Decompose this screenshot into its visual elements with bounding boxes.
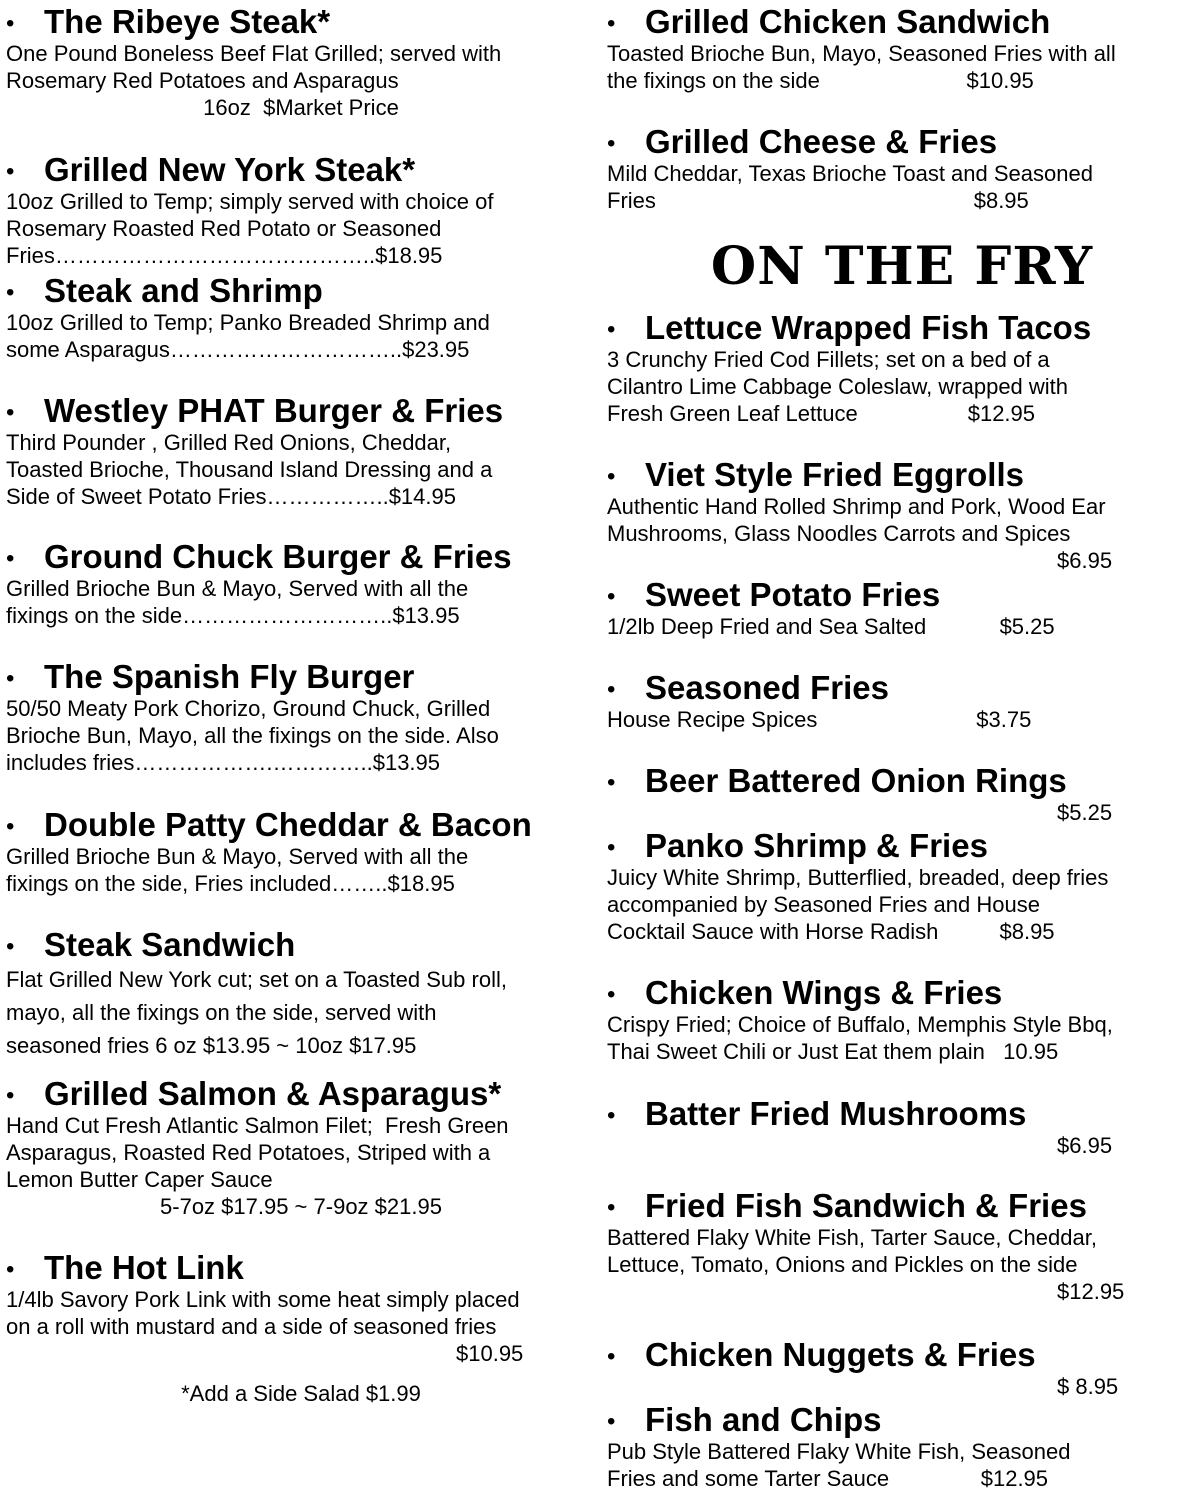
menu-item-price: 5-7oz $17.95 ~ 7-9oz $21.95 xyxy=(160,1194,442,1219)
menu-item-price: $6.95 xyxy=(1057,548,1113,573)
footnote: *Add a Side Salad $1.99 xyxy=(181,1381,421,1406)
menu-item xyxy=(6,1250,596,1367)
menu-item-title: • Grilled Salmon & Asparagus* xyxy=(6,1076,596,1112)
menu-item-title: • Chicken Wings & Fries xyxy=(607,975,1197,1011)
menu-item-description: 1/4lb Savory Pork Link with some heat simply placed xyxy=(6,1287,520,1312)
menu-item-description: 10oz Grilled to Temp; Panko Breaded Shrimp and xyxy=(6,310,490,335)
menu-item xyxy=(607,763,1197,826)
menu-item-title: • Grilled Chicken Sandwich xyxy=(607,4,1197,40)
menu-item xyxy=(6,152,596,269)
menu-item-price: 16oz $Market Price xyxy=(203,95,399,120)
menu-item-description: Rosemary Red Potatoes and Asparagus xyxy=(6,68,399,93)
menu-item-title: • Grilled Cheese & Fries xyxy=(607,124,1197,160)
menu-item-description: Authentic Hand Rolled Shrimp and Pork, Wood Ear xyxy=(607,494,1106,519)
menu-item-title: • Chicken Nuggets & Fries xyxy=(607,1337,1197,1373)
menu-item xyxy=(6,4,596,121)
menu-item-description: fixings on the side, Fries included……..$18.95 xyxy=(6,871,455,896)
menu-item-description: Brioche Bun, Mayo, all the fixings on the side. Also xyxy=(6,723,499,748)
menu-item-price: $10.95 xyxy=(456,1341,524,1366)
menu-item-title: • Panko Shrimp & Fries xyxy=(607,828,1197,864)
menu-item-description: Hand Cut Fresh Atlantic Salmon Filet; Fresh Green xyxy=(6,1113,509,1138)
menu-item xyxy=(6,273,596,363)
menu-item xyxy=(6,393,596,510)
menu-item-description: Cocktail Sauce with Horse Radish $8.95 xyxy=(607,919,1055,944)
menu-item-description: 10oz Grilled to Temp; simply served with choice of xyxy=(6,189,494,214)
menu-item xyxy=(607,577,1197,640)
menu-item-title: • Batter Fried Mushrooms xyxy=(607,1096,1197,1132)
menu-item-description: 50/50 Meaty Pork Chorizo, Ground Chuck, Grilled xyxy=(6,696,491,721)
menu-item-price: $12.95 xyxy=(1057,1279,1125,1304)
menu-item-description: Lemon Butter Caper Sauce xyxy=(6,1167,273,1192)
menu-item-description: Flat Grilled New York cut; set on a Toasted Sub roll, xyxy=(6,967,507,992)
menu-item-description: accompanied by Seasoned Fries and House xyxy=(607,892,1040,917)
menu-item-title: • Steak Sandwich xyxy=(6,927,596,963)
menu-item xyxy=(6,927,596,1062)
menu-item-description: Fries……………………………………..$18.95 xyxy=(6,243,443,268)
menu-item-description: Juicy White Shrimp, Butterflied, breaded, deep fries xyxy=(607,865,1109,890)
menu-item xyxy=(607,975,1197,1065)
menu-item xyxy=(607,124,1197,214)
menu-item-description: Grilled Brioche Bun & Mayo, Served with all the xyxy=(6,844,469,869)
menu-item-description: Mild Cheddar, Texas Brioche Toast and Seasoned xyxy=(607,161,1093,186)
menu-item-description: Toasted Brioche Bun, Mayo, Seasoned Fries with all xyxy=(607,41,1116,66)
menu-item xyxy=(607,457,1197,574)
menu-item-description: on a roll with mustard and a side of seasoned fries xyxy=(6,1314,497,1339)
menu-item-description: Fries $8.95 xyxy=(607,188,1029,213)
menu-item xyxy=(607,1188,1197,1305)
menu-item xyxy=(6,1076,596,1220)
menu-item-description: 1/2lb Deep Fried and Sea Salted $5.25 xyxy=(607,614,1055,639)
menu-item-title: • Viet Style Fried Eggrolls xyxy=(607,457,1197,493)
menu-item xyxy=(6,659,596,776)
menu-item-description: Grilled Brioche Bun & Mayo, Served with all the xyxy=(6,576,469,601)
menu-item xyxy=(607,4,1197,94)
menu-item-description: includes fries……………….…………..$13.95 xyxy=(6,750,441,775)
menu-item xyxy=(607,1402,1197,1492)
menu-item-description: Battered Flaky White Fish, Tarter Sauce, Cheddar, xyxy=(607,1225,1097,1250)
menu-item-description: mayo, all the fixings on the side, served with xyxy=(6,1000,437,1025)
menu-item-description: the fixings on the side $10.95 xyxy=(607,68,1034,93)
menu-item xyxy=(607,1337,1197,1400)
menu-item-title: • The Spanish Fly Burger xyxy=(6,659,596,695)
menu-item xyxy=(607,670,1197,733)
menu-item-description: Thai Sweet Chili or Just Eat them plain 10.95 xyxy=(607,1039,1059,1064)
menu-item-title: • Grilled New York Steak* xyxy=(6,152,596,188)
menu-item-description: fixings on the side………………………..$13.95 xyxy=(6,603,460,628)
menu-item-description: Third Pounder , Grilled Red Onions, Cheddar, xyxy=(6,430,452,455)
menu-item-title: • Fish and Chips xyxy=(607,1402,1197,1438)
menu-item-title: • The Hot Link xyxy=(6,1250,596,1286)
menu-item-description: Rosemary Roasted Red Potato or Seasoned xyxy=(6,216,442,241)
menu-item-title: • Steak and Shrimp xyxy=(6,273,596,309)
menu-item xyxy=(607,828,1197,945)
menu-item xyxy=(607,310,1197,427)
menu-item-title: • Fried Fish Sandwich & Fries xyxy=(607,1188,1197,1224)
menu-item-description: Pub Style Battered Flaky White Fish, Seasoned xyxy=(607,1439,1071,1464)
menu-item-title: • Seasoned Fries xyxy=(607,670,1197,706)
menu-item-description: House Recipe Spices $3.75 xyxy=(607,707,1032,732)
menu-item-title: • Ground Chuck Burger & Fries xyxy=(6,539,596,575)
section-heading: ON THE FRY xyxy=(710,236,1094,297)
menu-item-description: Lettuce, Tomato, Onions and Pickles on the side xyxy=(607,1252,1078,1277)
menu-item-description: Asparagus, Roasted Red Potatoes, Striped with a xyxy=(6,1140,491,1165)
menu-item-price: $ 8.95 xyxy=(1057,1374,1119,1399)
menu-item xyxy=(607,1096,1197,1159)
menu-item-title: • Lettuce Wrapped Fish Tacos xyxy=(607,310,1197,346)
menu-item-title: • Sweet Potato Fries xyxy=(607,577,1197,613)
menu-item-description: Toasted Brioche, Thousand Island Dressing and a xyxy=(6,457,493,482)
menu-item-description: seasoned fries 6 oz $13.95 ~ 10oz $17.95 xyxy=(6,1033,417,1058)
menu-item-description: Cilantro Lime Cabbage Coleslaw, wrapped with xyxy=(607,374,1069,399)
menu-item-description: Mushrooms, Glass Noodles Carrots and Spices xyxy=(607,521,1071,546)
menu-item-description: Fries and some Tarter Sauce $12.95 xyxy=(607,1466,1049,1491)
menu-item-title: • Beer Battered Onion Rings xyxy=(607,763,1197,799)
menu-item xyxy=(6,539,596,629)
menu-item-title: • The Ribeye Steak* xyxy=(6,4,596,40)
menu-item-price: $5.25 xyxy=(1057,800,1113,825)
menu-item-description: Side of Sweet Potato Fries……………..$14.95 xyxy=(6,484,456,509)
menu-item-description: 3 Crunchy Fried Cod Fillets; set on a bed of a xyxy=(607,347,1050,372)
menu-item-price: $6.95 xyxy=(1057,1133,1113,1158)
menu-item-title: • Double Patty Cheddar & Bacon xyxy=(6,807,596,843)
menu-item-description: Crispy Fried; Choice of Buffalo, Memphis Style Bbq, xyxy=(607,1012,1113,1037)
menu-item-description: Fresh Green Leaf Lettuce $12.95 xyxy=(607,401,1036,426)
menu-item-description: One Pound Boneless Beef Flat Grilled; served with xyxy=(6,41,502,66)
menu-item xyxy=(6,807,596,897)
menu-item-title: • Westley PHAT Burger & Fries xyxy=(6,393,596,429)
menu-item-description: some Asparagus…………………………..$23.95 xyxy=(6,337,470,362)
